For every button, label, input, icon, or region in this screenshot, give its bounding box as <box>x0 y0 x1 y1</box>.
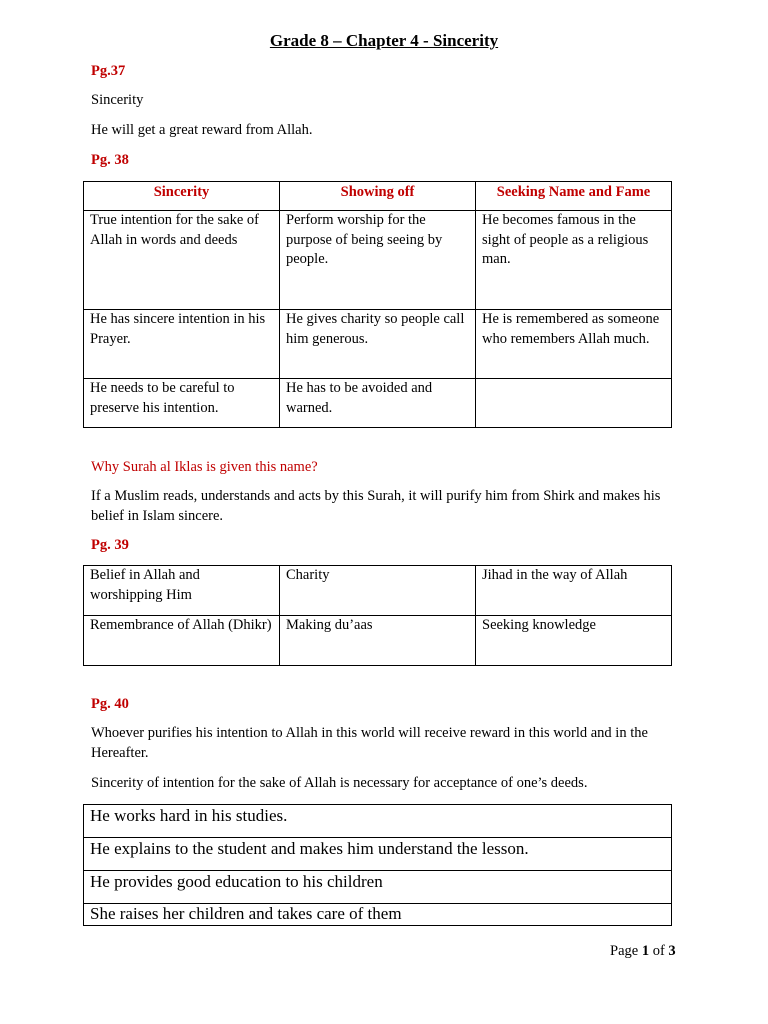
table-cell: Remembrance of Allah (Dhikr) <box>84 616 280 666</box>
table-cell <box>476 379 672 428</box>
table-cell: Charity <box>280 566 476 616</box>
footer-total-pages: 3 <box>668 943 676 959</box>
pg38-comparison-table <box>83 181 672 428</box>
table-cell: He explains to the student and makes him understand the lesson. <box>84 838 672 871</box>
table-cell: Perform worship for the purpose of being seeing by people. <box>280 211 476 310</box>
document-title: Grade 8 – Chapter 4 - Sincerity <box>269 31 499 50</box>
pg40-paragraph-acceptance: Sincerity of intention for the sake of Allah is necessary for acceptance of one’s deeds. <box>91 775 588 791</box>
table-cell: She raises her children and takes care of them <box>84 904 672 926</box>
table-row <box>84 616 672 666</box>
table-cell: He needs to be careful to preserve his intention. <box>84 379 280 428</box>
table-cell: He provides good education to his children <box>84 871 672 904</box>
table-cell: He gives charity so people call him generous. <box>280 310 476 379</box>
pg40-examples-table <box>83 804 672 926</box>
table-cell: Belief in Allah and worshipping Him <box>84 566 280 616</box>
header-seeking-fame: Seeking Name and Fame <box>476 182 672 211</box>
table-row <box>84 211 672 310</box>
table-row <box>84 310 672 379</box>
table-row <box>84 805 672 838</box>
table-row <box>84 566 672 616</box>
header-sincerity: Sincerity <box>84 182 280 211</box>
pg37-heading: Pg.37 <box>91 63 126 79</box>
table-cell: He becomes famous in the sight of people as a religious man. <box>476 211 672 310</box>
table-cell: He has sincere intention in his Prayer. <box>84 310 280 379</box>
footer-of-label: of <box>652 943 665 959</box>
pg39-worship-table <box>83 565 672 666</box>
pg37-line-sincerity: Sincerity <box>91 92 144 108</box>
surah-ikhlas-question: Why Surah al Iklas is given this name? <box>91 459 318 475</box>
pg40-paragraph-reward: Whoever purifies his intention to Allah in this world will receive reward in this world and in the Hereafter. <box>91 725 648 761</box>
pg38-heading: Pg. 38 <box>91 152 129 168</box>
table-row <box>84 904 672 926</box>
table-cell: Jihad in the way of Allah <box>476 566 672 616</box>
table-cell: He is remembered as someone who remembers Allah much. <box>476 310 672 379</box>
table-header-row <box>84 182 672 211</box>
table-cell: True intention for the sake of Allah in words and deeds <box>84 211 280 310</box>
footer-current-page: 1 <box>641 943 650 959</box>
surah-ikhlas-answer: If a Muslim reads, understands and acts by this Surah, it will purify him from Shirk and makes his belief in Islam sincere. <box>91 488 661 524</box>
footer-page-label: Page <box>610 943 639 959</box>
pg37-line-reward: He will get a great reward from Allah. <box>91 122 313 138</box>
table-cell: Making du’aas <box>280 616 476 666</box>
table-cell: Seeking knowledge <box>476 616 672 666</box>
table-row <box>84 379 672 428</box>
header-showing-off: Showing off <box>280 182 476 211</box>
page-number-footer <box>610 942 676 961</box>
table-cell: He works hard in his studies. <box>84 805 672 838</box>
pg39-heading: Pg. 39 <box>91 537 129 553</box>
table-row <box>84 871 672 904</box>
pg40-heading: Pg. 40 <box>91 696 129 712</box>
table-row <box>84 838 672 871</box>
table-cell: He has to be avoided and warned. <box>280 379 476 428</box>
